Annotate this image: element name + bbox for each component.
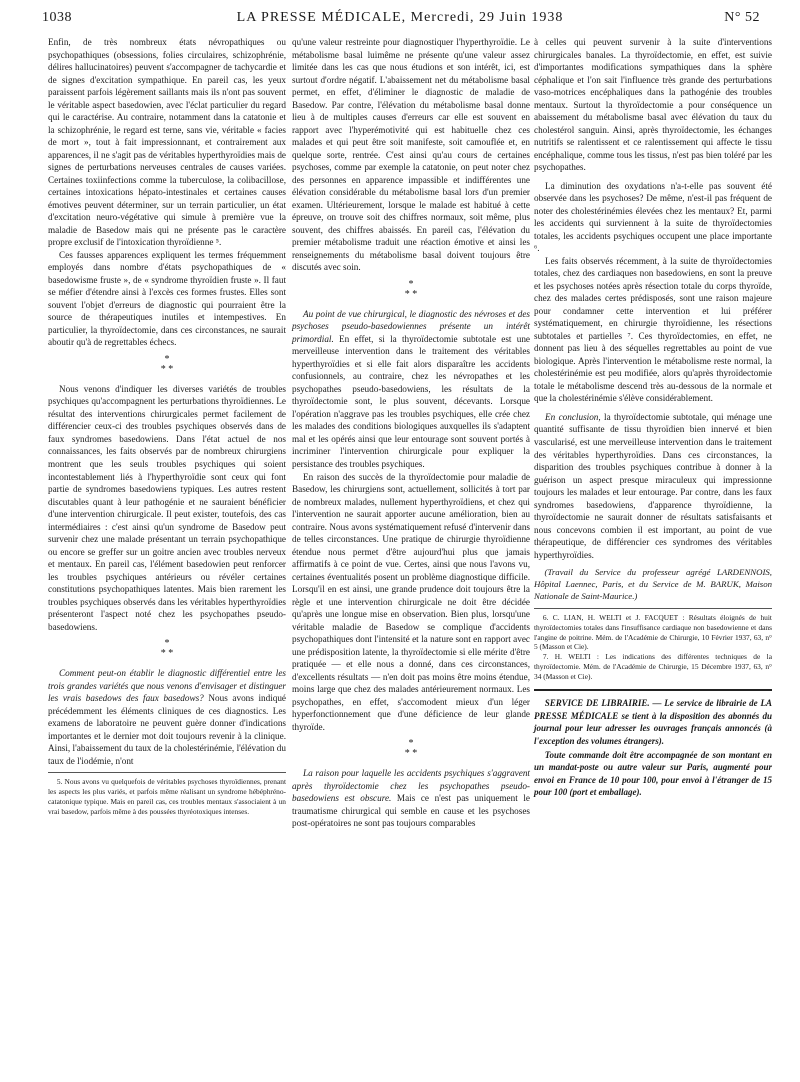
paragraph-lead-italic: Au point de vue chirurgical, le diagnostic des névroses et des psychoses pseudo-basedowiennes présente un intérêt primordial. bbox=[292, 308, 530, 344]
paragraph-conclusion: En conclusion, la thyroïdectomie subtotale, qui ménage une quantité suffisante de tissu thyroïdien bien innervé et bien vascularisé, est une merveilleuse intervention dans le traitement des véritables hyperthyroïdies. Dans ces circonstances, la disparition des troubles psychiques contribue à donner à la guérison un aspect presque miraculeux qui impressionne toujours les malades et leur entourage. Par contre, dans les faux syndromes basedowiens, d'apparence thyroïdienne, la thyroïdectomie ne saurait donner de résultats satisfaisants et nous concevons combien il est important, au point de vue thérapeutique, de différencier ces syndromes des véritables hyperthyroïdies. bbox=[534, 411, 772, 560]
footnote-6: 6. C. LIAN, H. WELTI et J. FACQUET : Résultats éloignés de huit thyroïdectomies totales dans l'insuffisance cardiaque non basedowienne et dans l'angine de poitrine. Mém. de l'Académie de Chirurgie, 10 Février 1937, 63, n° 5 (Masson et Cie). bbox=[534, 613, 772, 652]
section-separator: * * * bbox=[404, 738, 418, 760]
paragraph-lead-italic: Comment peut-on établir le diagnostic différentiel entre les trois grandes variétés que nous venons d'envisager et distinguer les vrais basedows des faux basedows? bbox=[48, 668, 286, 704]
issue-number: N° 52 bbox=[724, 10, 760, 25]
paragraph-sympathetic: à celles qui peuvent survenir à la suite d'interventions chirurgicales banales. La thyroïdectomie, en effet, est suivie d'importantes modifications sympathiques dans la sphère céphalique et l'on sait l'influence très grande des perturbations vaso-motrices encéphaliques dans la pathogénie des troubles mentaux. Surtout la thyroïdectomie a pour conséquence un abaissement du métabolisme basal avec élévation du taux du cholestérol sanguin. Ainsi, après thyroïdectomie, les échanges nutritifs se ralentissent et ce ralentissement qui affecte le tissu encéphalique, comme tous les tissus, n'est pas bien toléré par les psychopathes. bbox=[534, 37, 772, 173]
page-header bbox=[40, 6, 760, 32]
footnote-rule bbox=[48, 772, 286, 773]
work-credit: (Travail du Service du professeur agrégé LARDENNOIS, Hôpital Laennec, Paris, et du Service de M. BARUK, Maison Nationale de Saint-Maurice.) bbox=[534, 567, 772, 602]
paragraph-facts: Les faits observés récemment, à la suite de thyroïdectomies totales, chez des cardiaques non basedowiens, en sont la preuve et les psychoses notées après résection totale du corps thyroïde, chez des malades certes prédisposés, sont une raison majeure pour condamner cette intervention et lui préférer systématiquement, en chirurgie thyroïdienne, les résections subtotales et partielles ⁷. Ces thyroïdectomies, en effet, ne donnent pas lieu à des séquelles regrettables au point de vue biologique. Après l'intervention le métabolisme reste normal, la cholestérinémie est peu modifiée, alors qu'après thyroïdectomie totale le métabolisme descend très au-dessous de la normale et que la cholestérinémie s'élève considérablement. bbox=[534, 255, 772, 404]
library-service-notice bbox=[534, 689, 772, 798]
paragraph-oxidations: La diminution des oxydations n'a-t-elle pas souvent été observée dans les psychoses? De même, n'est-il pas fréquent de noter des cholestérinémies élevées chez les mentaux? Et, parmi les accidents qui surviennent à la suite de thyroïdectomies totales, les accidents psychiques occupent une place importante ⁶. bbox=[534, 180, 772, 254]
column-3 bbox=[534, 36, 772, 801]
library-service-text: SERVICE DE LIBRAIRIE. — Le service de librairie de LA PRESSE MÉDICALE se tient à la disposition des abonnés du journal pour leur adresser les ouvrages français annoncés (à l'exception des volumes étrangers). bbox=[534, 698, 772, 746]
paragraph-states: Enfin, de très nombreux états névropathiques ou psychopathiques (obsessions, folies circulaires, schizophrénie, délires hallucinatoires) peuvent s'accompagner de tachycardie et de signes d'excitation sympathique. En pareil cas, les yeux paraissent parfois légèrement saillants mais ils n'ont pas souvent le véritable aspect basedowien, avec l'éclat particulier du regard qui le caractérise. Au contraire, notamment dans la catatonie et la schizophrénie, le regard est terne, sans vie, véritable « facies de mort », tout à fait impressionnant, et contrairement aux apparences, il ne s'agit pas de véritables hyperthyroïdies mais de signes de perturbations nerveuses centrales de causes variées. Certaines toxiinfections comme la tuberculose, la colibacillose, certaines intoxications hépato-intestinales et certaines causes émotives peuvent déterminer, sur un terrain particulier, un état d'excitation neuro-végétative qui simule à première vue la maladie de Basedow mais qui ne présente pas le caractère propre exclusif de l'intoxication thyroïdienne ⁵. bbox=[48, 37, 286, 248]
paragraph-diagnosis: Comment peut-on établir le diagnostic différentiel entre les trois grandes variétés que nous venons d'envisager et distinguer les vrais basedows des faux basedows? Nous avons indiqué précédemment les éléments cliniques de ces diagnostics. Les examens de laboratoire ne peuvent guère donner d'indications importantes et le dernier mot doit toujours revenir à la clinique. Ainsi, l'abaissement du taux de la cholestérinémie, l'élévation du taux de l'iodémie, n'ont bbox=[48, 668, 287, 766]
column-1 bbox=[48, 36, 286, 816]
paragraph-success: En raison des succès de la thyroïdectomie pour maladie de Basedow, les chirurgiens sont, actuellement, sollicités à tort par de nombreux malades, nullement hyperthyroïdiens, et chez qui l'intervention ne saurait apporter aucune amélioration, bien au contraire. Nous avons systématiquement refusé d'intervenir dans de telles circonstances. Une pratique de chirurgie thyroïdienne étendue nous permet d'être aujourd'hui plus que jamais affirmatifs à ce point de vue. Certes, ainsi que nous l'avons vu, certaines éventualités posent un problème diagnostique difficile. Lorsqu'il en est ainsi, une grande prudence doit toujours être la règle et une intervention chirurgicale ne doit être décidée qu'après une longue mise en observation. Bien plus, lorsqu'une véritable maladie de Basedow se complique d'accidents psychopathiques dont l'intensité et la nature sont en rapport avec une prédisposition latente, la thyroïdectomie si elle mérite d'être pratiquée — et elle nous a donné, dans ces circonstances, d'excellents résultats — n'en doit pas moins être moins étendue, moins large que chez des malades antérieurement normaux. Les psychopathes, en effet, s'accomodent mieux d'un léger hyperfonctionnement que d'une déficience de leur glande thyroïde. bbox=[292, 471, 530, 732]
journal-title: LA PRESSE MÉDICALE, Mercredi, 29 Juin 1938 bbox=[236, 10, 564, 25]
paragraph-lead-italic: En conclusion, bbox=[545, 411, 601, 422]
paragraph-metabolism: qu'une valeur restreinte pour diagnostiquer l'hyperthyroïdie. Le métabolisme basal luimême ne présente qu'une valeur assez limitée dans les cas que nous étudions et son intérêt, ici, est surtout d'ordre négatif. L'abaissement net du métabolisme basal permet, en effet, d'éliminer le diagnostic de maladie de Basedow. Par contre, l'élévation du métabolisme basal donne lieu à de multiples causes d'erreurs car elle est souvent en rapport avec l'hyperémotivité qui est habituelle chez ces malades et qui peut être soit manifeste, soit camouflée et, en quelque sorte, rentrée. C'est ainsi qu'au cours de certaines psychoses, comme par exemple la catatonie, on peut noter chez des personnes en apparence impassible et indifférentes une élévation considérable du métabolisme basal lors d'un premier examen. Ultérieurement, lorsque le malade est habitué à cette épreuve, on trouve soit des chiffres normaux, soit même, plus souvent, des chiffres abaissés. En pareil cas, l'élévation du premier métabolisme traduit une réaction émotive et ainsi les renseignements du métabolisme basal doivent toujours être discutés avec soin. bbox=[292, 37, 530, 273]
section-separator: * * * bbox=[160, 638, 174, 660]
footnote-rule bbox=[534, 608, 772, 609]
section-separator: * * * bbox=[404, 278, 418, 300]
paragraph-false-appearances: Ces fausses apparences expliquent les termes fréquemment employés dans nombre d'états psychopathiques de « basedowisme fruste », de « syndrome thyroïdien fruste ». Il faut se méfier d'étendre ainsi à l'excès ces formes frustes. Elles sont souvent l'objet d'erreurs de diagnostic qui pourraient être la source de thérapeutiques inutiles et intempestives. En particulier, la thyroïdectomie, dans ces circonstances, ne saurait aboutir qu'à de regrettables échecs. bbox=[48, 249, 286, 348]
paragraph-varieties: Nous venons d'indiquer les diverses variétés de troubles psychiques qu'accompagnent les perturbations thyroïdiennes. Le résultat des interventions chirurgicales permet facilement de différencier ceux-ci des troubles psychiques observés dans de faux syndromes basedowiens. Dans l'état actuel de nos connaissances, les faits observés par de nombreux chirurgiens montrent que les seuls troubles psychiques qui soient incontestablement liés à l'hyperthyroïdie sont ceux qui font partie de syndromes basedowiens typiques. Les autres restent discutables quant à leur pathogénie et ne sauraient bénéficier d'une intervention chirurgicale. Il peut exister, toutefois, des cas intermédiaires : c'est ainsi qu'un syndrome de Basedow peut survenir chez une malade présentant un terrain psychopathique ou encore se greffer sur un goitre ancien avec troubles nerveux et mentaux. En pareil cas, l'élément basedowien peut renforcer les troubles psychiques antérieurs ou révéler certaines constitutions psychopathiques latentes. Mais bien rarement les troubles psychiques observés dans les véritables hyperthyroïdies présenteront l'aspect noté chez les psychopathes pseudo-basedowiens. bbox=[48, 383, 286, 632]
paragraph-surgical: Au point de vue chirurgical, le diagnostic des névroses et des psychoses pseudo-basedowiennes présente un intérêt primordial. En effet, si la thyroïdectomie subtotale est une merveilleuse intervention dans le traitement des véritables hyperthyroïdies et si elle fait alors disparaître les accidents confusionnels, au contraire, chez les névropathes et les psychopathes pseudo-basedowiens, les résultats de la thyroïdectomie sont, le plus souvent, décevants. Lorsque l'opération n'aggrave pas les troubles psychiques, elle crée chez les malades des conditions biologiques auxquelles ils s'adaptent mal et les opérés ainsi que leur entourage sont souvent portés à incriminer l'intervention chirurgicale pour expliquer la persistance des troubles psychiques. bbox=[292, 308, 530, 469]
column-2 bbox=[292, 36, 530, 830]
page-number: 1038 bbox=[42, 10, 72, 25]
footnote-7: 7. H. WELTI : Les indications des différentes techniques de la thyroïdectomie. Mém. de l'Académie de Chirurgie, 15 Décembre 1937, 63, n° 34 (Masson et Cie). bbox=[534, 652, 772, 681]
paragraph-reason: La raison pour laquelle les accidents psychiques s'aggravent après thyroïdectomie chez les psychopathes pseudo-basedowiens est obscure. Mais ce n'est pas uniquement le traumatisme chirurgical qui semble en cause et les psychoses post-opératoires ne sont pas toujours comparables bbox=[292, 768, 530, 829]
paragraph-lead-italic: La raison pour laquelle les accidents psychiques s'aggravent après thyroïdectomie chez les psychopathes pseudo-basedowiens est obscure. bbox=[292, 768, 530, 804]
footnote-5: 5. Nous avons vu quelquefois de véritables psychoses thyroïdiennes, prenant les aspects les plus variés, et parfois même réalisant un syndrome hébéphréno-catatonique typique. Mais en pareil cas, ces troubles mentaux s'associaient à un vrai basedow, parfois même à des poussées thyréotoxiques intenses. bbox=[48, 777, 286, 816]
section-separator: * * * bbox=[160, 353, 174, 375]
library-order-text: Toute commande doit être accompagnée de son montant en un mandat-poste ou autre valeur sur Paris, augmenté pour envoi en France de 10 pour 100, pour envoi à l'étranger de 15 pour 100 (port et emballage). bbox=[534, 749, 772, 798]
